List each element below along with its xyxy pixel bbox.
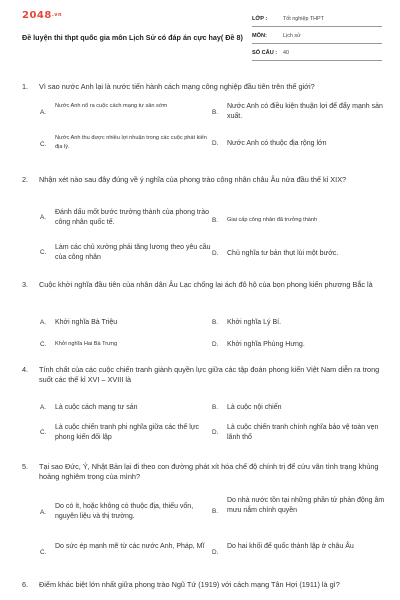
option-letter: A. [40,214,47,221]
option-letter: D. [212,429,219,436]
option-letter: A. [40,509,47,516]
option-text: Giai cấp công nhân đã trưởng thành [227,217,318,223]
meta-row-mon [252,29,382,44]
option-text: Nước Anh có điều kiện thuận lợi để đẩy mạnh sản xuất. [227,103,383,120]
option-letter: D. [212,140,219,147]
option-letter: A. [40,404,47,411]
option-text: Khởi nghĩa Lý Bí. [227,319,282,326]
option-text: Do sức ép mạnh mẽ từ các nước Anh, Pháp, Mĩ [55,543,205,550]
option-text: Là cuộc chiến tranh chính nghĩa bảo vệ toàn vẹn lãnh thổ [227,424,379,441]
meta-value-mon: Lịch sử [283,33,301,39]
option-letter: B. [212,217,219,224]
question-text: Tại sao Đức, Ý, Nhật Bản lại đi theo con đường phát xít hóa chế độ chính trị để cứu vãn tình trạng khủng hoảng nghiêm trọng của mình? [39,462,379,481]
option-text: Là cuộc chiến tranh phi nghĩa giữa các thế lực phong kiến đối lập [55,424,200,441]
option-text: Do nhà nước tồn tại những phần tử phản động âm mưu nắm chính quyền [227,497,385,514]
option-text: Đánh dấu mốt bước trưởng thành của phong trào công nhân quốc tế. [55,209,209,226]
question-text: Vì sao nước Anh lại là nước tiến hành cách mạng công nghiệp đầu tiên trên thế giới? [39,82,315,91]
meta-row-socau [252,46,382,61]
option-letter: A. [40,109,47,116]
option-text: Khởi nghĩa Phùng Hưng. [227,341,305,348]
option-text: Chủ nghĩa tư bản thụt lùi một bước. [227,250,339,257]
question-number: 2. [22,175,29,184]
option-text: Khởi nghĩa Hai Bà Trưng [55,341,118,347]
option-letter: B. [212,508,219,515]
option-text: Do hai khối đế quốc thành lập ở châu Âu [227,543,354,550]
option-letter: D. [212,549,219,556]
option-text: Nước Anh thu được nhiều lợi nhuận trong các cuộc phát kiến địa lý. [55,135,207,150]
question-number: 5. [22,462,29,471]
question-text: Tính chất của các cuộc chiến tranh giành quyền lực giữa các tập đoàn phong kiến Việt Nam diễn ra trong suốt các thế kỉ XVI – XVIII là [39,365,380,384]
option-letter: D. [212,250,219,257]
option-text: Làm các chủ xưởng phải tăng lương theo yêu cầu của công nhân [55,244,211,261]
option-text: Khởi nghĩa Bà Triệu [55,319,118,326]
question-text: Nhận xét nào sau đây đúng về ý nghĩa của phong trào công nhân châu Âu nửa đầu thế kỉ XIX? [39,175,347,184]
logo-suffix: .vn [51,12,63,18]
option-letter: C. [40,549,47,556]
question-number: 1. [22,82,29,91]
exam-meta [252,12,382,63]
option-letter: C. [40,249,47,256]
option-text: Là cuộc cách mạng tư sản [55,404,138,411]
option-letter: B. [212,404,219,411]
option-letter: C. [40,341,47,348]
site-logo[interactable] [22,10,62,21]
question-text: Cuộc khởi nghĩa đầu tiên của nhân dân Âu Lạc chống lại ách đô hộ của bọn phong kiến phương Bắc là [39,280,373,289]
meta-row-lop [252,12,382,27]
question-text: Điểm khác biệt lớn nhất giữa phong trào Ngũ Tứ (1919) với cách mạng Tân Hợi (1911) là gì? [39,580,340,589]
question-number: 6. [22,580,29,589]
meta-label-socau: SỐ CÂU : [252,50,278,56]
question-number: 4. [22,365,29,374]
option-text: Do có ít, hoặc không có thuộc địa, thiếu vốn, nguyên liệu và thị trường. [55,503,194,520]
logo-main: 2048 [22,10,52,21]
meta-value-lop: Tốt nghiệp THPT [283,16,324,22]
option-text: Là cuộc nội chiến [227,404,282,411]
question-number: 3. [22,280,29,289]
option-letter: C. [40,429,47,436]
meta-value-socau: 40 [283,50,289,56]
meta-label-lop: LỚP : [252,16,268,22]
option-text: Nước Anh nổ ra cuộc cách mạng tư sản sớm [55,103,168,109]
option-letter: C. [40,141,47,148]
exam-header [0,0,400,66]
option-letter: B. [212,109,219,116]
meta-label-mon: MÔN: [252,33,267,39]
exam-title: Đề luyện thi thpt quốc gia môn Lịch Sử có đáp án cực hay( Đề 8) [22,33,243,42]
option-letter: B. [212,319,219,326]
option-letter: A. [40,319,47,326]
option-text: Nước Anh có thuộc địa rộng lớn [227,140,327,147]
option-letter: D. [212,341,219,348]
